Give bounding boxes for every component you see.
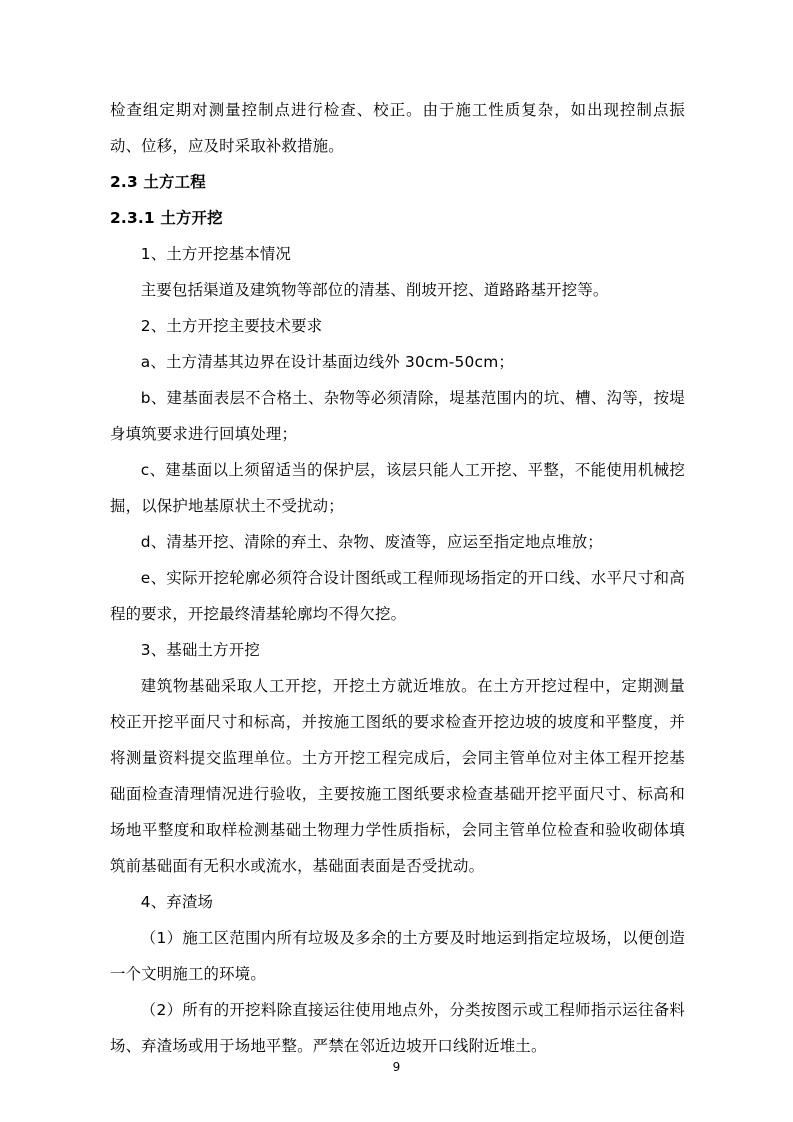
paragraph: d、清基开挖、清除的弃土、杂物、废渣等，应运至指定地点堆放； [140, 533, 603, 551]
document-body [110, 92, 685, 1064]
section-heading-2-3-1: 2.3.1 土方开挖 [110, 209, 223, 227]
paragraph: c、建基面以上须留适当的保护层，该层只能人工开挖、平整，不能使用机械挖掘，以保护地基原状土不受扰动； [110, 461, 685, 515]
paragraph: a、土方清基其边界在设计基面边线外 30cm-50cm； [140, 353, 514, 371]
paragraph: 2、土方开挖主要技术要求 [140, 317, 323, 335]
paragraph: 4、弃渣场 [140, 893, 214, 911]
paragraph: 主要包括渠道及建筑物等部位的清基、削坡开挖、道路路基开挖等。 [140, 281, 609, 299]
paragraph: （1）施工区范围内所有垃圾及多余的土方要及时地运到指定垃圾场，以便创造一个文明施工的环境。 [110, 929, 685, 983]
page-number: 9 [392, 1060, 401, 1074]
paragraph: 3、基础土方开挖 [140, 641, 260, 659]
paragraph: 1、土方开挖基本情况 [140, 245, 292, 263]
paragraph: e、实际开挖轮廓必须符合设计图纸或工程师现场指定的开口线、水平尺寸和高程的要求，开挖最终清基轮廓均不得欠挖。 [110, 569, 685, 623]
paragraph: （2）所有的开挖料除直接运往使用地点外，分类按图示或工程师指示运往备料场、弃渣场或用于场地平整。严禁在邻近边坡开口线附近堆土。 [110, 1001, 685, 1055]
section-heading-2-3: 2.3 土方工程 [110, 173, 206, 191]
paragraph: 检查组定期对测量控制点进行检查、校正。由于施工性质复杂，如出现控制点振动、位移，应及时采取补救措施。 [110, 101, 685, 155]
paragraph: 建筑物基础采取人工开挖，开挖土方就近堆放。在土方开挖过程中，定期测量校正开挖平面尺寸和标高，并按施工图纸的要求检查开挖边坡的坡度和平整度，并将测量资料提交监理单位。土方开挖工程完成后，会同主管单位对主体工程开挖基础面检查清理情况进行验收，主要按施工图纸要求检查基础开挖平面尺寸、标高和场地平整度和取样检测基础土物理力学性质指标，会同主管单位检查和验收砌体填筑前基础面有无积水或流水，基础面表面是否受扰动。 [110, 677, 685, 875]
paragraph: b、建基面表层不合格土、杂物等必须清除，堤基范围内的坑、槽、沟等，按堤身填筑要求进行回填处理； [110, 389, 685, 443]
